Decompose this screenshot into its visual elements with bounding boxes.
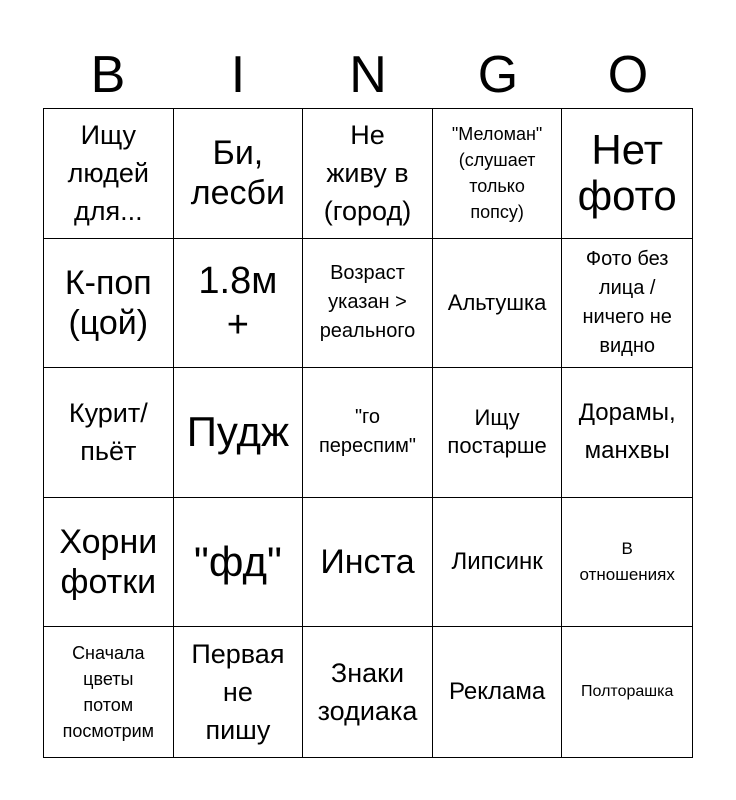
bingo-cell[interactable] (562, 368, 692, 498)
bingo-cell[interactable] (303, 239, 433, 369)
cell-text: 1.8м + (198, 259, 278, 346)
bingo-cell[interactable] (303, 109, 433, 239)
bingo-grid (43, 108, 693, 758)
cell-text: "Меломан" (слушает только попсу) (451, 124, 543, 223)
cell-text: Альтушка (447, 289, 547, 315)
cell-text: Ищу людей для... (67, 120, 149, 227)
cell-text: Пудж (186, 408, 290, 456)
bingo-cell[interactable] (174, 368, 304, 498)
cell-text: К-поп (цой) (64, 263, 152, 342)
bingo-cell[interactable] (562, 498, 692, 628)
cell-text: Дорамы, манхвы (578, 399, 676, 465)
bingo-cell[interactable] (174, 627, 304, 757)
bingo-cell[interactable] (562, 109, 692, 239)
bingo-cell[interactable] (303, 368, 433, 498)
cell-text: Би, лесби (190, 134, 285, 213)
bingo-cell[interactable] (44, 627, 174, 757)
cell-text: "го переспим" (318, 406, 417, 458)
bingo-cell[interactable] (433, 239, 563, 369)
bingo-cell[interactable] (44, 498, 174, 628)
bingo-cell[interactable] (303, 498, 433, 628)
header-letter-n: N (349, 46, 387, 104)
cell-text: Инста (320, 543, 415, 582)
header-letter-o: O (607, 46, 649, 104)
header-letter-g: G (477, 46, 519, 104)
cell-text: Хорни фотки (59, 523, 158, 602)
cell-text: Знаки зодиака (317, 658, 418, 727)
bingo-cell[interactable] (303, 627, 433, 757)
bingo-cell[interactable] (433, 627, 563, 757)
bingo-cell[interactable] (174, 109, 304, 239)
cell-text: Полторашка (581, 683, 674, 701)
bingo-cell[interactable] (433, 498, 563, 628)
cell-text: Ищу постарше (447, 405, 547, 459)
bingo-cell[interactable] (562, 627, 692, 757)
cell-text: Сначала цветы потом посмотрим (62, 643, 155, 742)
bingo-cell[interactable] (562, 239, 692, 369)
bingo-cell[interactable] (174, 498, 304, 628)
cell-text: Нет фото (577, 126, 677, 220)
bingo-header (43, 42, 693, 108)
cell-text: Возраст указан > реального (319, 262, 416, 343)
cell-text: "фд" (193, 538, 282, 586)
cell-text: Не живу в (город) (323, 120, 412, 227)
cell-text: Реклама (448, 678, 546, 706)
cell-text: Курит/ пьёт (68, 398, 148, 467)
header-letter-b: B (90, 46, 126, 104)
bingo-cell[interactable] (44, 368, 174, 498)
cell-text: Фото без лица / ничего не видно (582, 247, 672, 357)
bingo-cell[interactable] (433, 368, 563, 498)
header-letter-i: I (230, 46, 246, 104)
cell-text: В отношениях (579, 539, 675, 585)
cell-text: Липсинк (451, 548, 543, 576)
cell-text: Первая не пишу (191, 639, 285, 746)
bingo-cell[interactable] (433, 109, 563, 239)
bingo-cell[interactable] (174, 239, 304, 369)
bingo-cell[interactable] (44, 109, 174, 239)
bingo-cell[interactable] (44, 239, 174, 369)
